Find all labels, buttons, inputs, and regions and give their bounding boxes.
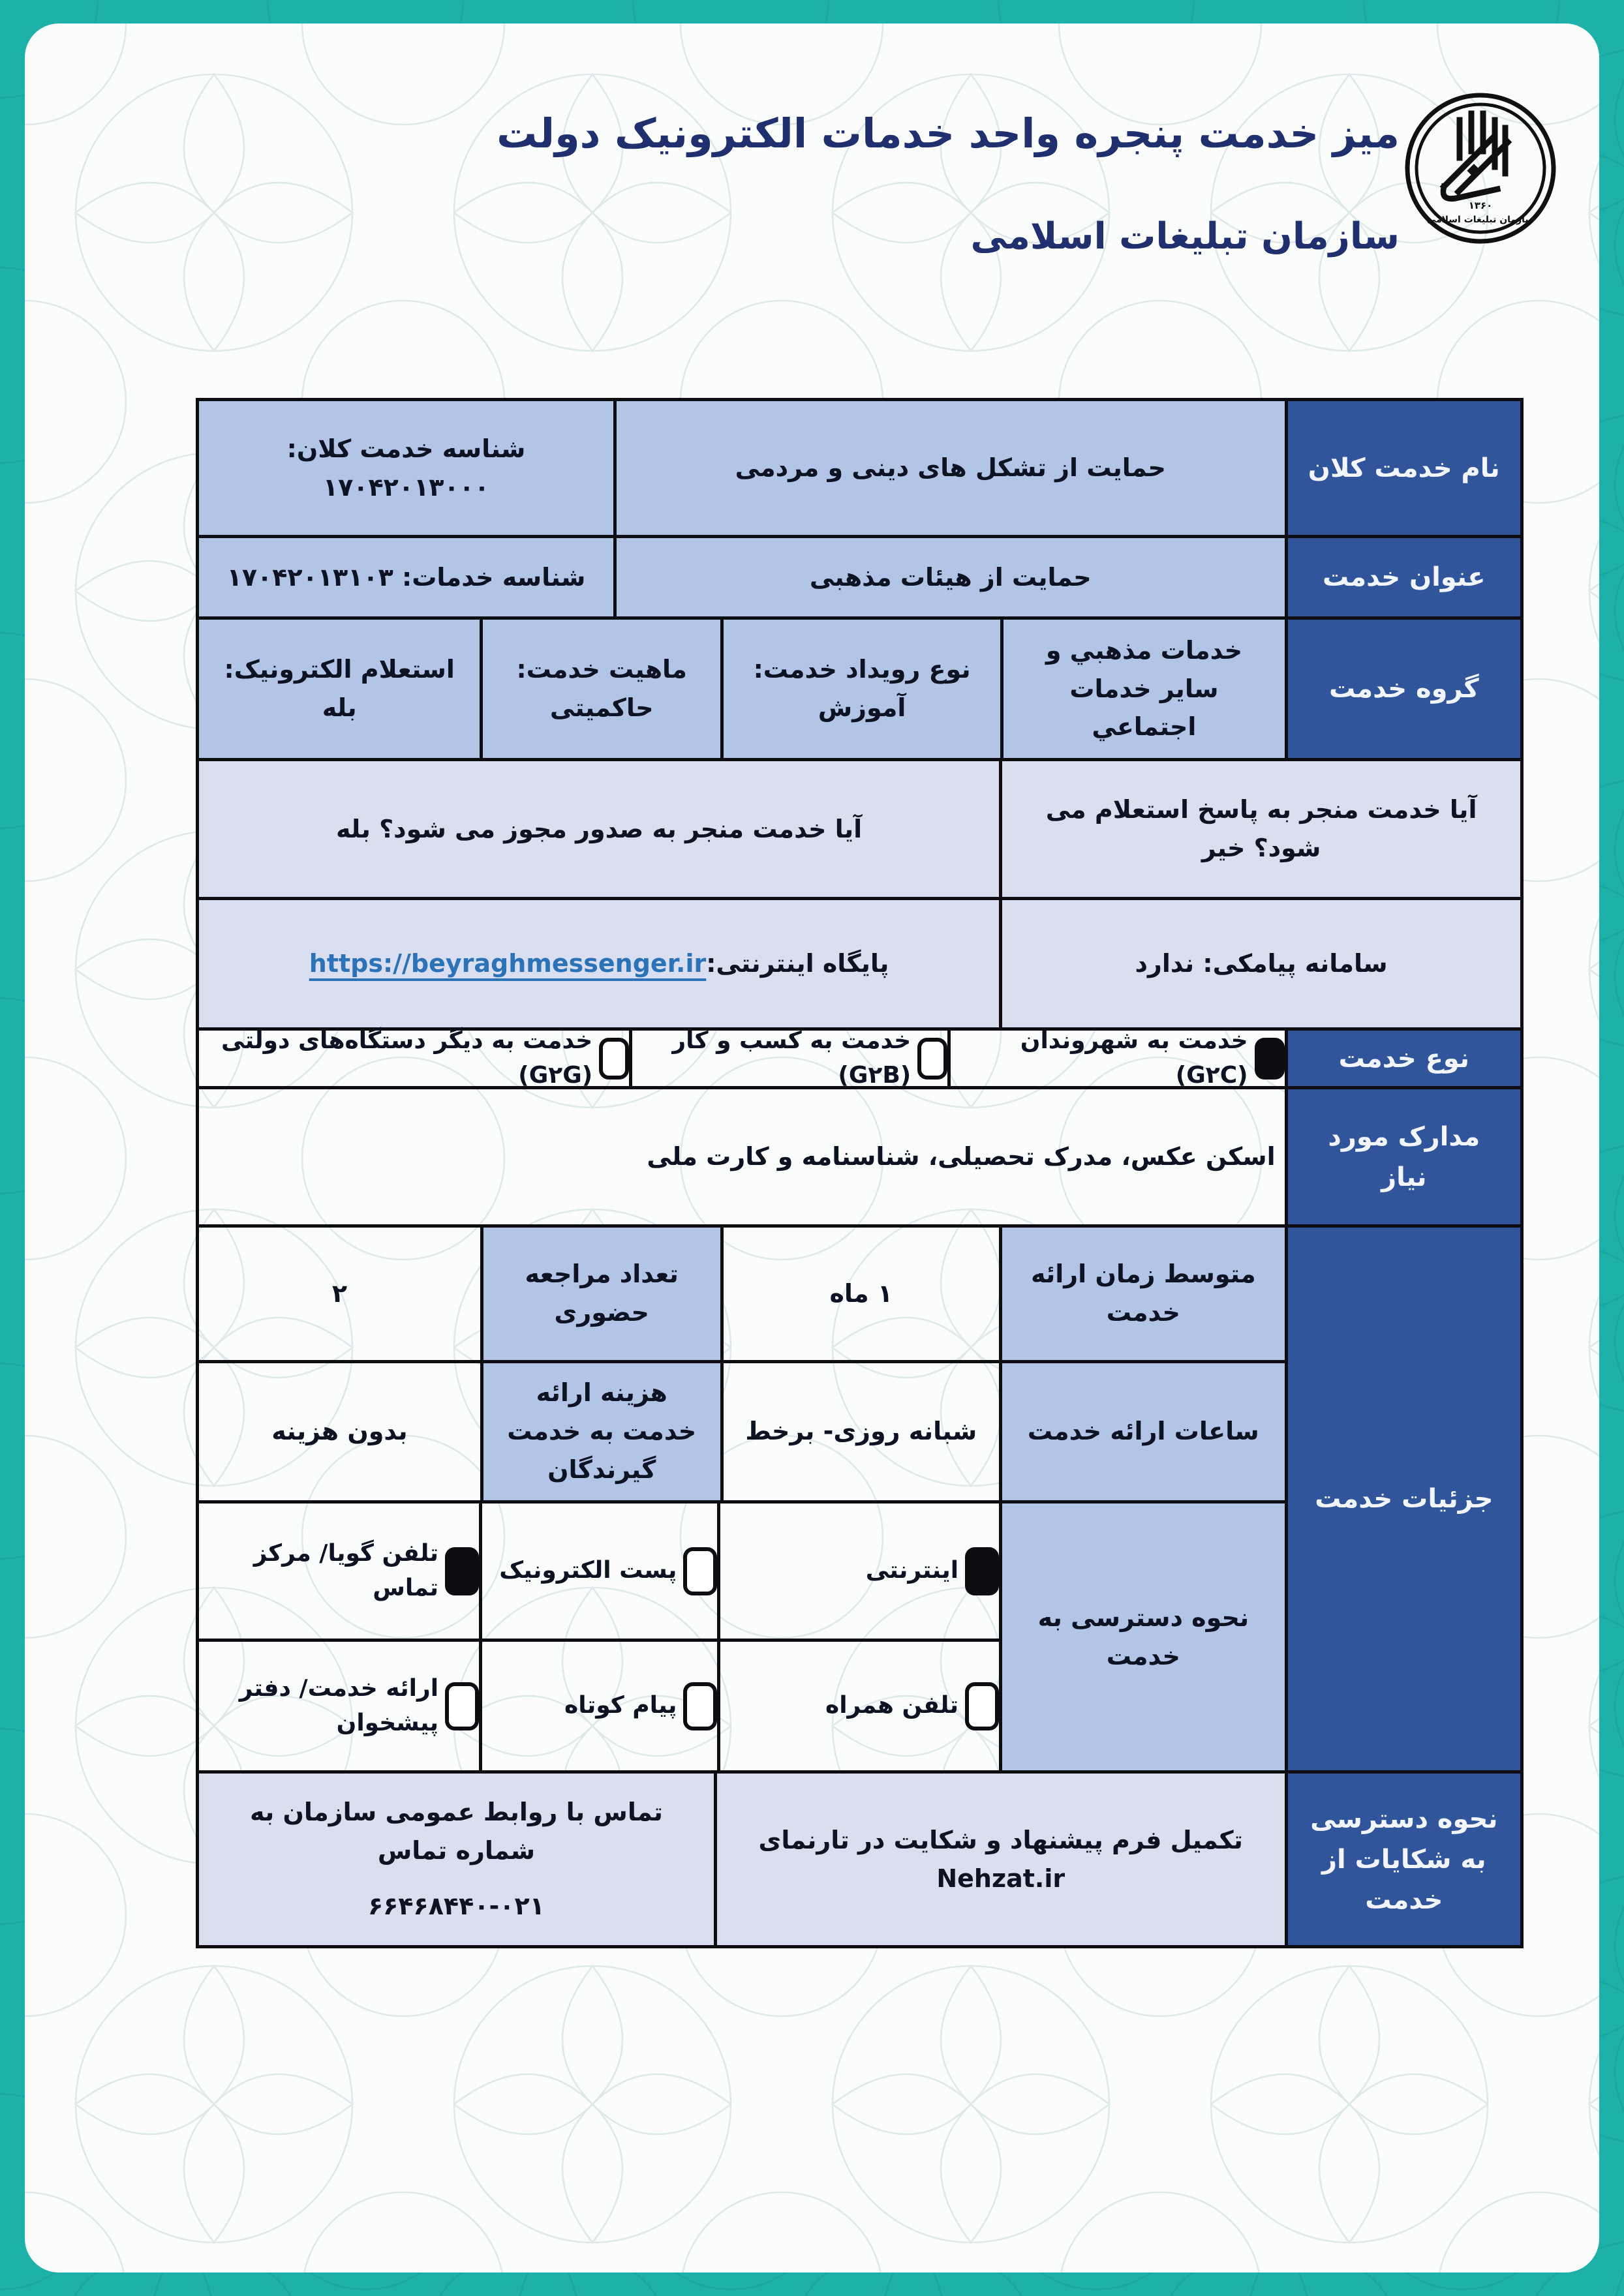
g2g-label: خدمت به دیگر دستگاه‌های دولتی (G۲G) bbox=[221, 1027, 593, 1089]
service-title-header: عنوان خدمت bbox=[1288, 538, 1520, 616]
service-event-type: نوع رویداد خدمت: آموزش bbox=[724, 620, 1004, 758]
license-question: آیا خدمت منجر به صدور مجوز می شود؟ بله bbox=[199, 761, 1002, 897]
logo-year: ۱۳۶۰ bbox=[1468, 200, 1493, 211]
row-hours-cost bbox=[199, 1363, 1285, 1503]
details-header: جزئیات خدمت bbox=[1288, 1228, 1520, 1770]
sms-checkbox[interactable] bbox=[683, 1682, 717, 1730]
row-complaints bbox=[199, 1774, 1520, 1945]
g2g-checkbox[interactable] bbox=[599, 1038, 629, 1080]
counter-checkbox[interactable] bbox=[445, 1682, 479, 1730]
complaints-phone bbox=[199, 1774, 717, 1945]
service-title-id: شناسه خدمات: ۱۷۰۴۲۰۱۳۱۰۳ bbox=[199, 538, 617, 616]
access-internet bbox=[720, 1503, 999, 1639]
visits-label: تعداد مراجعه حضوری bbox=[483, 1228, 724, 1360]
cost-value: بدون هزینه bbox=[199, 1363, 483, 1500]
access-counter bbox=[199, 1642, 482, 1770]
avg-time-value: ۱ ماه bbox=[724, 1228, 1003, 1360]
inquiry-question: آیا خدمت منجر به پاسخ استعلام می شود؟ خیر bbox=[1002, 761, 1520, 897]
macro-service-id: شناسه خدمت کلان: ۱۷۰۴۲۰۱۳۰۰۰ bbox=[199, 401, 617, 535]
website-label: پایگاه اینترنتی: bbox=[706, 949, 889, 978]
row-avg-time bbox=[199, 1228, 1285, 1363]
row-macro-service bbox=[199, 401, 1520, 538]
service-type-option-g2g bbox=[199, 1027, 632, 1089]
cost-label: هزینه ارائه خدمت به خدمت گیرندگان bbox=[483, 1363, 724, 1500]
mobile-label: تلفن همراه bbox=[825, 1692, 959, 1719]
logo-org-name: سازمان تبلیغات اسلامی bbox=[1426, 215, 1535, 225]
g2c-checkbox[interactable] bbox=[1255, 1038, 1285, 1080]
logo-knot bbox=[1467, 164, 1480, 177]
service-title-value: حمایت از هیئات مذهبی bbox=[617, 538, 1288, 616]
row-service-group bbox=[199, 620, 1520, 761]
row-documents bbox=[199, 1089, 1520, 1228]
email-checkbox[interactable] bbox=[683, 1547, 717, 1595]
mobile-checkbox[interactable] bbox=[965, 1682, 999, 1730]
macro-service-value: حمایت از تشکل های دینی و مردمی bbox=[617, 401, 1288, 535]
page-title-line2: سازمان تبلیغات اسلامی bbox=[970, 215, 1400, 258]
organization-logo bbox=[1402, 90, 1559, 247]
access-row-2 bbox=[199, 1642, 999, 1770]
internet-checkbox[interactable] bbox=[965, 1547, 999, 1595]
hours-label: ساعات ارائه خدمت bbox=[1002, 1363, 1285, 1500]
avg-time-label: متوسط زمان ارائه خدمت bbox=[1002, 1228, 1285, 1360]
page-title-line1: میز خدمت پنجره واحد خدمات الکترونیک دولت bbox=[497, 110, 1400, 157]
service-group-value: خدمات مذهبي و سایر خدمات اجتماعي bbox=[1004, 620, 1287, 758]
access-sms bbox=[482, 1642, 720, 1770]
row-service-type bbox=[199, 1027, 1520, 1089]
service-e-inquiry: استعلام الکترونیک: بله bbox=[199, 620, 483, 758]
access-rows bbox=[199, 1503, 1002, 1770]
ivr-checkbox[interactable] bbox=[445, 1547, 479, 1595]
documents-header: مدارک مورد نیاز bbox=[1288, 1089, 1520, 1224]
sms-system: سامانه پیامکی: ندارد bbox=[1002, 900, 1520, 1027]
ivr-label: تلفن گویا/ مرکز تماس bbox=[253, 1540, 439, 1601]
access-row-1 bbox=[199, 1503, 999, 1642]
complaints-phone-number: ۶۶۴۶۸۴۴۰-۰۲۱ bbox=[367, 1891, 545, 1920]
access-ivr bbox=[199, 1503, 482, 1639]
row-inquiry-license bbox=[199, 761, 1520, 900]
row-sms-website bbox=[199, 900, 1520, 1031]
visits-value: ۲ bbox=[199, 1228, 483, 1360]
internet-label: اینترنتی bbox=[865, 1557, 959, 1584]
service-group-header: گروه خدمت bbox=[1288, 620, 1520, 758]
service-type-option-g2b bbox=[632, 1027, 951, 1089]
access-block bbox=[199, 1503, 1285, 1770]
complaints-header: نحوه دسترسی به شکایات از خدمت bbox=[1288, 1774, 1520, 1945]
complaints-phone-text: تماس با روابط عمومی سازمان به شماره تماس bbox=[249, 1798, 663, 1865]
documents-value: اسکن عکس، مدرک تحصیلی، شناسنامه و کارت ملی bbox=[199, 1089, 1288, 1224]
row-service-title bbox=[199, 538, 1520, 620]
macro-service-header: نام خدمت کلان bbox=[1288, 401, 1520, 535]
service-type-option-g2c bbox=[951, 1027, 1287, 1089]
access-header: نحوه دسترسی به خدمت bbox=[1002, 1503, 1285, 1770]
service-type-header: نوع خدمت bbox=[1288, 1031, 1520, 1086]
service-nature: ماهیت خدمت: حاکمیتی bbox=[483, 620, 724, 758]
section-service-details bbox=[199, 1228, 1520, 1774]
email-label: پست الکترونیک bbox=[499, 1557, 677, 1584]
g2b-checkbox[interactable] bbox=[917, 1038, 947, 1080]
complaints-web: تکمیل فرم پیشنهاد و شکایت در تارنمای Nehzat.ir bbox=[717, 1774, 1288, 1945]
hours-value: شبانه روزی- برخط bbox=[724, 1363, 1003, 1500]
service-info-table bbox=[196, 398, 1524, 1948]
g2b-label: خدمت به کسب و کار (G۲B) bbox=[672, 1027, 912, 1089]
access-email bbox=[482, 1503, 720, 1639]
details-body bbox=[199, 1228, 1288, 1770]
website-link[interactable]: https://beyraghmessenger.ir bbox=[309, 949, 707, 978]
access-mobile bbox=[720, 1642, 999, 1770]
logo-calligraphy bbox=[1443, 113, 1508, 199]
g2c-label: خدمت به شهروندان (G۲C) bbox=[1020, 1027, 1248, 1089]
website-cell bbox=[199, 900, 1002, 1027]
sms-label: پیام کوتاه bbox=[564, 1692, 677, 1719]
counter-label: ارائه خدمت/ دفتر پیشخوان bbox=[239, 1675, 439, 1736]
